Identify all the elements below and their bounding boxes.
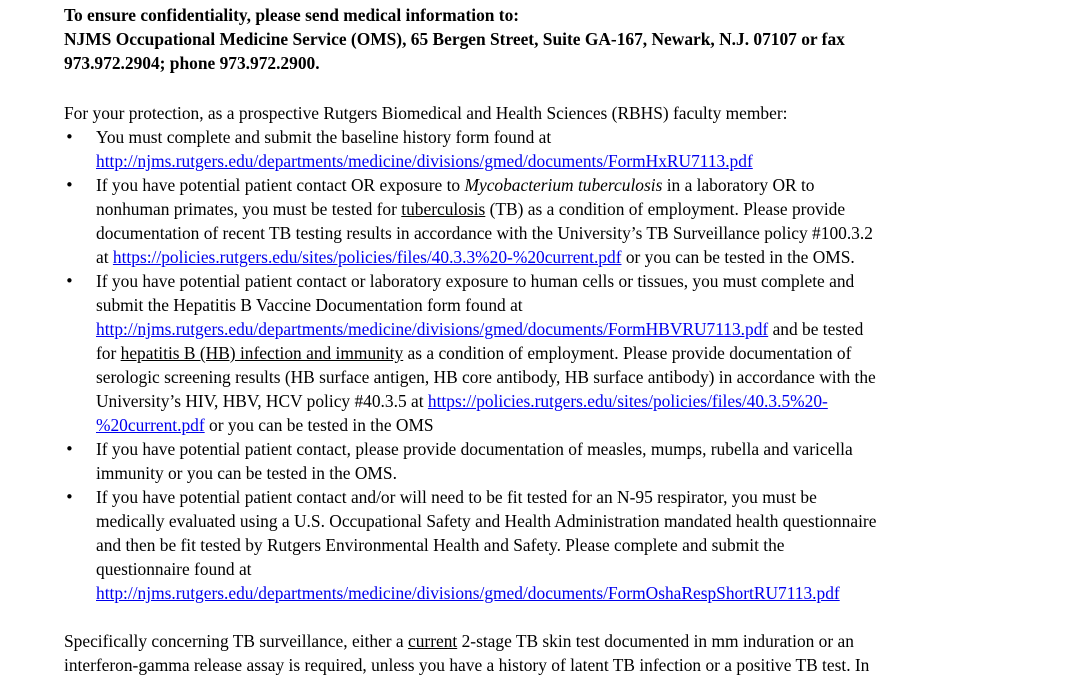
header-contact-line: 973.972.2904; phone 973.972.2900.	[64, 53, 320, 73]
bullet-text: serologic screening results (HB surface antigen, HB core antibody, HB surface antibody) in accordance with the	[96, 367, 876, 387]
bullet-text: and be tested	[768, 319, 864, 339]
bullet-text: for	[96, 343, 121, 363]
intro-paragraph: For your protection, as a prospective Rutgers Biomedical and Health Sciences (RBHS) faculty member:	[64, 103, 788, 123]
hepatitis-b-form-link[interactable]: http://njms.rutgers.edu/departments/medicine/divisions/gmed/documents/FormHBVRU7113.pdf	[96, 319, 769, 339]
organism-name: Mycobacterium tuberculosis	[464, 175, 663, 195]
osha-respirator-questionnaire-link[interactable]: http://njms.rutgers.edu/departments/medicine/divisions/gmed/documents/FormOshaRespShortRU7113.pdf	[96, 583, 840, 603]
header-address-line: NJMS Occupational Medicine Service (OMS), 65 Bergen Street, Suite GA-167, Newark, N.J. 07107 or fax	[64, 29, 845, 49]
paragraph-text: 2-stage TB skin test documented in mm induration or an	[457, 631, 854, 651]
bullet-text: submit the Hepatitis B Vaccine Documentation form found at	[96, 295, 523, 315]
bullet-text: in a laboratory OR to	[662, 175, 815, 195]
bullet-text: questionnaire found at	[96, 559, 252, 579]
list-item	[64, 269, 1064, 437]
paragraph-text: interferon-gamma release assay is required, unless you have a history of latent TB infection or a positive TB test. In	[64, 655, 870, 675]
hepatitis-b-term: hepatitis B (HB) infection and immunity	[120, 343, 404, 363]
confidentiality-header	[64, 3, 845, 75]
bullet-text: (TB) as a condition of employment. Please provide	[485, 199, 846, 219]
bullet-text: immunity or you can be tested in the OMS.	[96, 463, 397, 483]
list-item	[64, 125, 1064, 173]
list-item	[64, 437, 1064, 485]
bullet-text: at	[96, 247, 113, 267]
bullet-text: documentation of recent TB testing results in accordance with the University’s TB Surveillance policy #100.3.2	[96, 223, 873, 243]
tb-surveillance-paragraph	[64, 629, 869, 677]
bullet-text: as a condition of employment. Please provide documentation of	[403, 343, 852, 363]
header-line: To ensure confidentiality, please send medical information to:	[64, 5, 520, 25]
bullet-text: nonhuman primates, you must be tested for	[96, 199, 402, 219]
bullet-text: or you can be tested in the OMS	[204, 415, 434, 435]
bullet-text: • If you have potential patient contact, please provide documentation of measles, mumps, rubella and varicella	[96, 439, 853, 459]
bullet-text: • If you have potential patient contact or laboratory exposure to human cells or tissues, you must complete and	[96, 271, 855, 291]
tb-policy-link[interactable]: https://policies.rutgers.edu/sites/policies/files/40.3.3%20-%20current.pdf	[112, 247, 622, 267]
bullet-text: or you can be tested in the OMS.	[621, 247, 855, 267]
bullet-text: If you have potential patient contact OR exposure to	[96, 175, 465, 195]
bullet-text: • If you have potential patient contact and/or will need to be fit tested for an N-95 respirator, you must be	[96, 487, 817, 507]
tuberculosis-term: tuberculosis	[401, 199, 486, 219]
paragraph-text: Specifically concerning TB surveillance, either a	[64, 631, 408, 651]
list-item	[64, 173, 1064, 269]
hiv-hbv-hcv-policy-link[interactable]: https://policies.rutgers.edu/sites/policies/files/40.3.5%20-	[427, 391, 828, 411]
bullet-text: and then be fit tested by Rutgers Environmental Health and Safety. Please complete and submit the	[96, 535, 785, 555]
hiv-hbv-hcv-policy-link-cont[interactable]: %20current.pdf	[96, 415, 205, 435]
baseline-history-form-link[interactable]: http://njms.rutgers.edu/departments/medicine/divisions/gmed/documents/FormHxRU7113.pdf	[96, 151, 753, 171]
current-term: current	[407, 631, 458, 651]
list-item	[64, 485, 1064, 605]
requirements-list	[64, 125, 1064, 605]
bullet-text: medically evaluated using a U.S. Occupational Safety and Health Administration mandated health questionnaire	[96, 511, 877, 531]
bullet-text: • You must complete and submit the baseline history form found at	[96, 127, 552, 147]
bullet-text: University’s HIV, HBV, HCV policy #40.3.5 at	[96, 391, 428, 411]
